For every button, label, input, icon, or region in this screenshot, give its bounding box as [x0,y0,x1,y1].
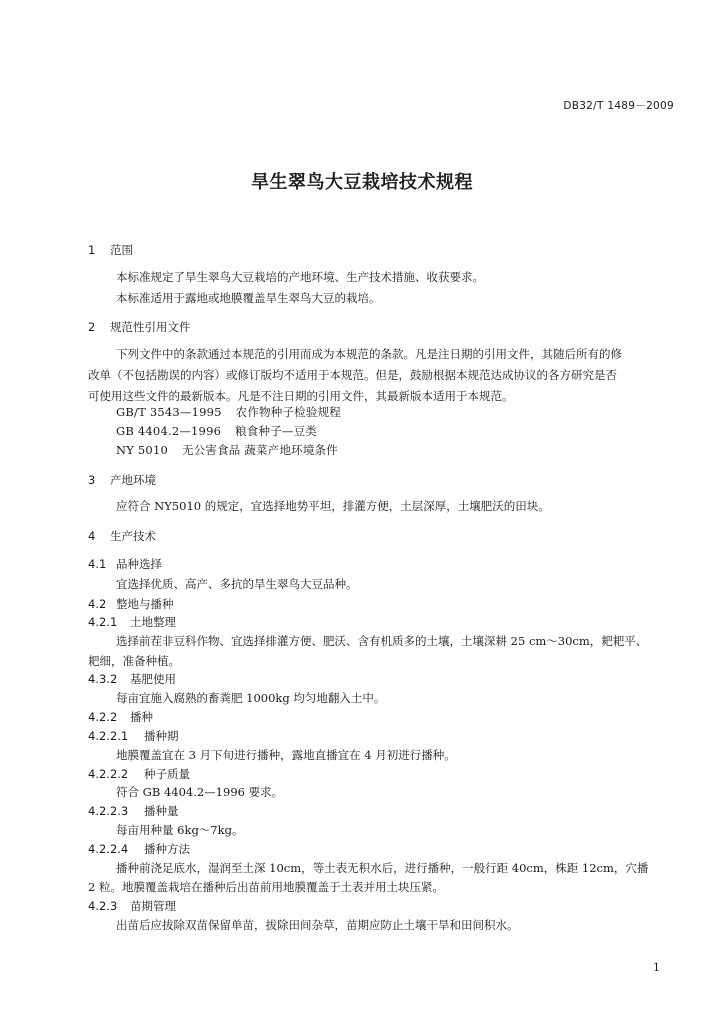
subsection-heading [88,899,176,913]
subsection-heading [88,804,179,818]
reference-name: 无公害食品 蔬菜产地环境条件 [181,443,338,457]
subsection-number: 4.2 [88,597,107,611]
reference-code: NY 5010 [116,443,168,457]
paragraph-line: 下列文件中的条款通过本规范的引用而成为本规范的条款。凡是注日期的引用文件，其随后所有的修 [116,347,622,361]
document-code: DB32/T 1489－2009 [563,100,674,112]
subsection-heading [88,842,190,856]
section-heading [88,320,191,334]
paragraph-line: 地膜覆盖宜在 3 月下旬进行播种，露地直播宜在 4 月初进行播种。 [116,748,456,762]
section-number: 2 [88,320,96,334]
section-heading [88,243,133,257]
subsection-heading [88,672,176,686]
paragraph-line: 应符合 NY5010 的规定，宜选择地势平坦，排灌方便，土层深厚，土壤肥沃的田块。 [116,499,550,513]
paragraph-line: 选择前茬非豆科作物、宜选择排灌方便、肥沃、含有机质多的土壤，土壤深耕 25 cm～30cm，耙耙平、 [116,634,648,648]
paragraph-line: 每亩宜施入腐熟的畜粪肥 1000kg 均匀地翻入土中。 [116,691,386,705]
document-title: 旱生翠鸟大豆栽培技术规程 [251,172,473,193]
subsection-title: 苗期管理 [130,899,176,913]
subsection-title: 播种量 [144,804,179,818]
paragraph-line: 2 粒。地膜覆盖栽培在播种后出苗前用地膜覆盖于土表并用土块压紧。 [88,880,444,894]
subsection-number: 4.2.2.2 [88,767,129,781]
subsection-number: 4.2.1 [88,615,118,629]
reference-item [116,424,317,438]
paragraph-line: 可使用这些文件的最新版本。凡是不注日期的引用文件，其最新版本适用于本规范。 [88,389,514,403]
subsection-title: 基肥使用 [130,672,176,686]
paragraph-line: 改单（不包括勘误的内容）或修订版均不适用于本规范。但是，鼓励根据本规范达成协议的各方研究是否 [88,368,617,382]
reference-name: 农作物种子检验规程 [235,405,341,419]
subsection-title: 播种期 [144,729,179,743]
reference-code: GB/T 3543—1995 [116,405,222,419]
subsection-heading [88,615,176,629]
page-number: 1 [653,961,660,974]
subsection-heading [88,557,162,571]
reference-item [116,405,341,419]
section-number: 3 [88,473,96,487]
section-heading [88,473,156,487]
paragraph-line: 宜选择优质、高产、多抗的旱生翠鸟大豆品种。 [116,577,358,591]
subsection-title: 种子质量 [144,767,190,781]
subsection-heading [88,729,179,743]
subsection-number: 4.2.2.3 [88,804,129,818]
subsection-number: 4.2.2.4 [88,842,129,856]
subsection-number: 4.3.2 [88,672,118,686]
reference-code: GB 4404.2—1996 [116,424,222,438]
subsection-title: 播种 [130,710,153,724]
section-heading [88,529,156,543]
reference-name: 粮食种子—豆类 [235,424,318,438]
section-title: 范围 [110,243,133,257]
reference-item [116,443,338,457]
subsection-number: 4.2.3 [88,899,118,913]
paragraph-line: 播种前浇足底水，湿润至土深 10cm，等土表无积水后，进行播种，一般行距 40cm，株距 12cm，穴播 [116,861,649,875]
subsection-title: 播种方法 [144,842,190,856]
paragraph-line: 每亩用种量 6kg～7kg。 [116,823,244,837]
subsection-number: 4.1 [88,557,107,571]
section-number: 1 [88,243,96,257]
subsection-title: 土地整理 [130,615,176,629]
section-title: 规范性引用文件 [110,320,191,334]
subsection-number: 4.2.2.1 [88,729,129,743]
section-number: 4 [88,529,96,543]
paragraph-line: 本标准规定了旱生翠鸟大豆栽培的产地环境、生产技术措施、收获要求。 [116,270,484,284]
paragraph-line: 耙细，准备种植。 [88,654,180,668]
subsection-title: 整地与播种 [116,597,174,611]
subsection-heading [88,597,174,611]
subsection-heading [88,710,153,724]
subsection-heading [88,767,190,781]
subsection-number: 4.2.2 [88,710,118,724]
section-title: 生产技术 [110,529,156,543]
paragraph-line: 符合 GB 4404.2—1996 要求。 [116,785,284,799]
paragraph-line: 本标准适用于露地或地膜覆盖旱生翠鸟大豆的栽培。 [116,291,381,305]
section-title: 产地环境 [110,473,156,487]
subsection-title: 品种选择 [116,557,162,571]
paragraph-line: 出苗后应拔除双苗保留单苗，拔除田间杂草，苗期应防止土壤干旱和田间积水。 [116,918,519,932]
